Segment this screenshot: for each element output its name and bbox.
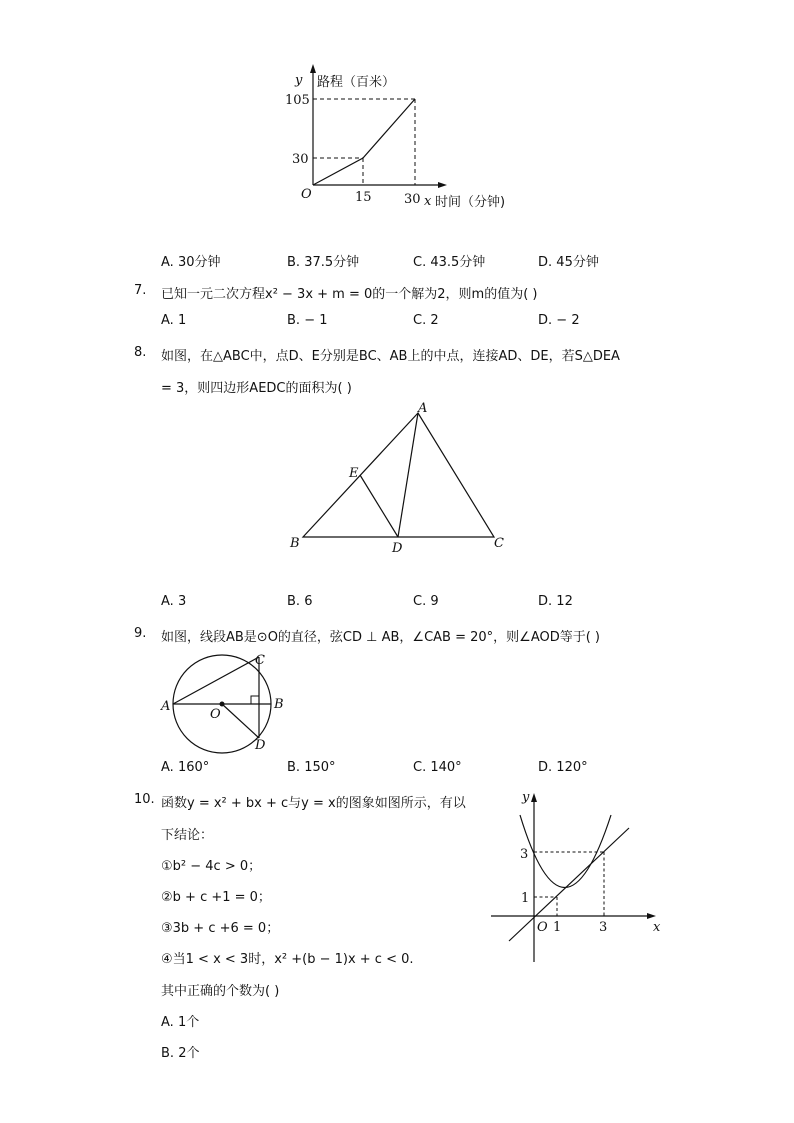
q9-number: 9. bbox=[134, 626, 147, 641]
q10-tick-3y: 3 bbox=[520, 847, 529, 862]
q10-option-a[interactable]: A. 1个 bbox=[161, 1015, 200, 1030]
q8-number: 8. bbox=[134, 345, 147, 360]
q10-number: 10. bbox=[134, 792, 155, 807]
q8-label-c: C bbox=[494, 536, 504, 551]
q10-option-b[interactable]: B. 2个 bbox=[161, 1046, 200, 1061]
q6-tick-30x: 30 bbox=[404, 192, 421, 207]
q10-origin: O bbox=[537, 920, 548, 935]
q10-x-letter: x bbox=[653, 920, 661, 935]
q7-option-b[interactable]: B. − 1 bbox=[287, 313, 328, 328]
q10-y-arrow bbox=[531, 793, 537, 802]
q10-line-y-equals-x bbox=[509, 828, 629, 941]
q8-option-c[interactable]: C. 9 bbox=[413, 594, 439, 609]
q9-option-d[interactable]: D. 120° bbox=[538, 760, 588, 775]
q9-option-b[interactable]: B. 150° bbox=[287, 760, 336, 775]
q8-label-e: E bbox=[349, 466, 359, 481]
q10-x-arrow bbox=[647, 913, 656, 919]
q6-option-b[interactable]: B. 37.5分钟 bbox=[287, 255, 360, 270]
q6-tick-15: 15 bbox=[355, 190, 372, 205]
q8-label-a: A bbox=[418, 401, 428, 416]
q9-label-a: A bbox=[161, 699, 171, 714]
q10-stem-line2: 下结论： bbox=[161, 828, 214, 843]
q10-stem-line1: 函数y = x² + bx + c与y = x的图象如图所示，有以 bbox=[161, 796, 466, 811]
q6-option-d[interactable]: D. 45分钟 bbox=[538, 255, 599, 270]
q7-number: 7. bbox=[134, 283, 147, 298]
q8-stem-line2: = 3，则四边形AEDC的面积为( ) bbox=[161, 381, 352, 396]
q6-y-title: 路程（百米） bbox=[317, 75, 396, 90]
q9-stem: 如图，线段AB是⊙O的直径，弦CD ⊥ AB，∠CAB = 20°，则∠AOD等于( ) bbox=[161, 630, 601, 645]
q9-label-d: D bbox=[255, 738, 266, 753]
q8-option-b[interactable]: B. 6 bbox=[287, 594, 313, 609]
q7-option-d[interactable]: D. − 2 bbox=[538, 313, 580, 328]
q8-option-d[interactable]: D. 12 bbox=[538, 594, 573, 609]
q10-tick-1y: 1 bbox=[521, 891, 530, 906]
q8-label-d: D bbox=[392, 541, 403, 556]
q10-conclusion-1: ①b² − 4c > 0； bbox=[161, 859, 262, 874]
q6-tick-30y: 30 bbox=[292, 152, 309, 167]
q9-label-c: C bbox=[255, 653, 265, 668]
q10-y-letter: y bbox=[522, 790, 530, 805]
q10-question: 其中正确的个数为( ) bbox=[161, 984, 280, 999]
q6-option-a[interactable]: A. 30分钟 bbox=[161, 255, 221, 270]
q10-conclusion-2: ②b + c +1 = 0； bbox=[161, 890, 271, 905]
q6-option-c[interactable]: C. 43.5分钟 bbox=[413, 255, 486, 270]
q6-x-title: 时间（分钟) bbox=[435, 195, 506, 210]
q7-option-c[interactable]: C. 2 bbox=[413, 313, 439, 328]
q9-label-b: B bbox=[274, 697, 284, 712]
q7-stem: 已知一元二次方程x² − 3x + m = 0的一个解为2，则m的值为( ) bbox=[161, 287, 538, 302]
q10-tick-3x: 3 bbox=[599, 920, 608, 935]
q10-tick-1x: 1 bbox=[553, 920, 562, 935]
q9-option-c[interactable]: C. 140° bbox=[413, 760, 462, 775]
q6-origin: O bbox=[301, 187, 312, 202]
q6-tick-105: 105 bbox=[285, 93, 310, 108]
q9-option-a[interactable]: A. 160° bbox=[161, 760, 210, 775]
q10-conclusion-4: ④当1 < x < 3时，x² +(b − 1)x + c < 0. bbox=[161, 952, 414, 967]
q6-x-letter: x bbox=[424, 194, 432, 209]
q10-conclusion-3: ③3b + c +6 = 0； bbox=[161, 921, 280, 936]
q8-label-b: B bbox=[290, 536, 300, 551]
q6-y-letter: y bbox=[295, 73, 303, 88]
q9-label-o: O bbox=[210, 707, 221, 722]
q8-option-a[interactable]: A. 3 bbox=[161, 594, 187, 609]
q7-option-a[interactable]: A. 1 bbox=[161, 313, 187, 328]
q8-stem-line1: 如图，在△ABC中，点D、E分别是BC、AB上的中点，连接AD、DE，若S△DEA bbox=[161, 349, 620, 364]
